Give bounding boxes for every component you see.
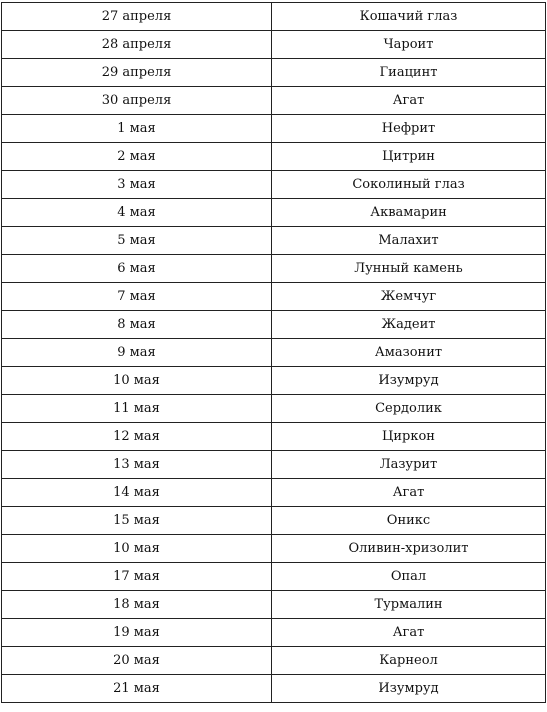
stone-cell: Изумруд [272, 367, 546, 395]
stone-cell: Турмалин [272, 591, 546, 619]
date-cell: 27 апреля [2, 3, 272, 31]
stone-cell: Цитрин [272, 143, 546, 171]
stone-cell: Чароит [272, 31, 546, 59]
stone-cell: Агат [272, 479, 546, 507]
stone-cell: Малахит [272, 227, 546, 255]
stone-cell: Жемчуг [272, 283, 546, 311]
table-row [2, 563, 546, 591]
date-cell: 1 мая [2, 115, 272, 143]
table-row [2, 479, 546, 507]
date-cell: 11 мая [2, 395, 272, 423]
stone-cell: Гиацинт [272, 59, 546, 87]
table-row [2, 31, 546, 59]
stone-cell: Аквамарин [272, 199, 546, 227]
stone-cell: Изумруд [272, 675, 546, 703]
stone-cell: Сердолик [272, 395, 546, 423]
table-row [2, 675, 546, 703]
table-row [2, 255, 546, 283]
date-cell: 19 мая [2, 619, 272, 647]
date-cell: 7 мая [2, 283, 272, 311]
stone-cell: Циркон [272, 423, 546, 451]
table-row [2, 199, 546, 227]
table-row [2, 423, 546, 451]
stone-cell: Агат [272, 87, 546, 115]
table-row [2, 171, 546, 199]
table-row [2, 591, 546, 619]
table-row [2, 395, 546, 423]
date-cell: 10 мая [2, 367, 272, 395]
table-row [2, 115, 546, 143]
stone-cell: Соколиный глаз [272, 171, 546, 199]
date-cell: 6 мая [2, 255, 272, 283]
stone-cell: Кошачий глаз [272, 3, 546, 31]
date-cell: 13 мая [2, 451, 272, 479]
date-cell: 9 мая [2, 339, 272, 367]
stone-cell: Амазонит [272, 339, 546, 367]
date-cell: 4 мая [2, 199, 272, 227]
table-row [2, 507, 546, 535]
date-stone-table [1, 2, 546, 703]
stone-cell: Лунный камень [272, 255, 546, 283]
table-row [2, 367, 546, 395]
table-row [2, 59, 546, 87]
table-row [2, 143, 546, 171]
stone-cell: Лазурит [272, 451, 546, 479]
table-row [2, 283, 546, 311]
date-cell: 10 мая [2, 535, 272, 563]
date-cell: 20 мая [2, 647, 272, 675]
table-row [2, 647, 546, 675]
date-cell: 17 мая [2, 563, 272, 591]
stone-cell: Жадеит [272, 311, 546, 339]
date-cell: 18 мая [2, 591, 272, 619]
date-cell: 3 мая [2, 171, 272, 199]
date-cell: 30 апреля [2, 87, 272, 115]
date-cell: 21 мая [2, 675, 272, 703]
stone-cell: Оникс [272, 507, 546, 535]
table-row [2, 3, 546, 31]
table-row [2, 87, 546, 115]
date-cell: 29 апреля [2, 59, 272, 87]
stone-cell: Опал [272, 563, 546, 591]
date-cell: 2 мая [2, 143, 272, 171]
date-cell: 5 мая [2, 227, 272, 255]
stone-cell: Нефрит [272, 115, 546, 143]
date-cell: 15 мая [2, 507, 272, 535]
date-cell: 12 мая [2, 423, 272, 451]
date-cell: 8 мая [2, 311, 272, 339]
table-row [2, 619, 546, 647]
table-body [2, 3, 546, 703]
table-row [2, 535, 546, 563]
table-row [2, 451, 546, 479]
stone-cell: Карнеол [272, 647, 546, 675]
stone-cell: Оливин-хризолит [272, 535, 546, 563]
date-cell: 28 апреля [2, 31, 272, 59]
table-row [2, 339, 546, 367]
table-row [2, 227, 546, 255]
date-cell: 14 мая [2, 479, 272, 507]
table-row [2, 311, 546, 339]
stone-cell: Агат [272, 619, 546, 647]
